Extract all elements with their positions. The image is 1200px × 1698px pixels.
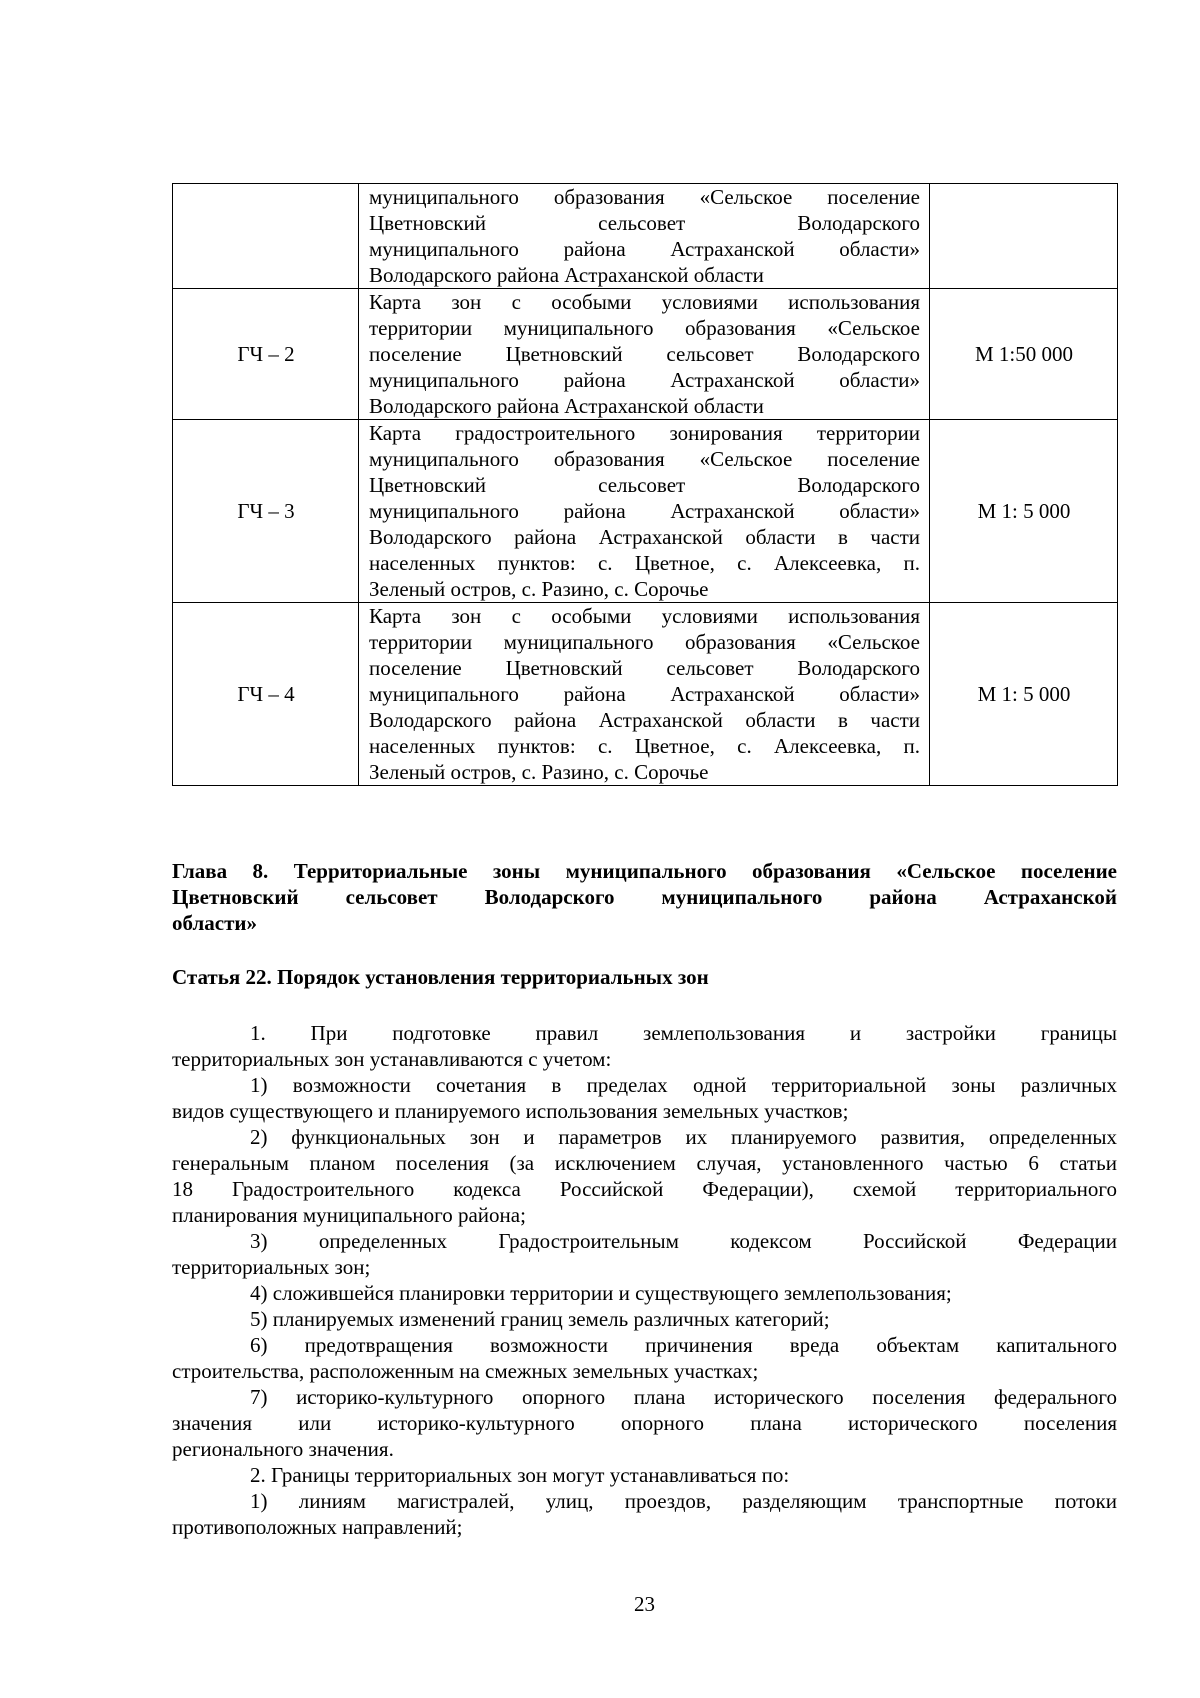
paragraph-line: 1) возможности сочетания в пределах одной территориальной зоны различных xyxy=(250,1073,1117,1097)
paragraph-line: территориальных зон устанавливаются с учетом: xyxy=(172,1047,612,1071)
paragraph-line: генеральным планом поселения (за исключением случая, установленного частью 6 статьи xyxy=(172,1151,1117,1175)
paragraph xyxy=(172,1072,1117,1124)
table-row xyxy=(173,603,1118,786)
sheet-title-cell xyxy=(359,289,930,420)
paragraph-line: территориальных зон; xyxy=(172,1255,371,1279)
sheet-title-line: Володарского района Астраханской области xyxy=(369,394,764,418)
sheet-scale-cell: М 1: 5 000 xyxy=(930,420,1118,603)
sheet-title-line: поселение Цветновский сельсовет Володарского xyxy=(369,656,920,680)
sheet-title-line: Карта зон с особыми условиями использования xyxy=(369,290,920,314)
sheet-code-cell: ГЧ – 4 xyxy=(173,603,359,786)
sheet-title-line: территории муниципального образования «Сельское xyxy=(369,630,920,654)
chapter-heading-line: Цветновский сельсовет Володарского муниципального района Астраханской xyxy=(172,885,1117,909)
paragraph xyxy=(172,1020,1117,1072)
sheet-title-line: Зеленый остров, с. Разино, с. Сорочье xyxy=(369,760,709,784)
paragraph-line: 5) планируемых изменений границ земель различных категорий; xyxy=(250,1307,830,1331)
paragraph-line: 1) линиям магистралей, улиц, проездов, разделяющим транспортные потоки xyxy=(250,1489,1117,1513)
paragraph xyxy=(172,1228,1117,1280)
sheet-scale-cell: М 1: 5 000 xyxy=(930,603,1118,786)
sheet-title-line: муниципального района Астраханской области» xyxy=(369,682,920,706)
sheet-title-line: поселение Цветновский сельсовет Володарского xyxy=(369,342,920,366)
paragraph xyxy=(172,1462,1117,1488)
paragraph xyxy=(172,1332,1117,1384)
sheet-title-line: Карта градостроительного зонирования территории xyxy=(369,421,920,445)
article-body xyxy=(172,1020,1117,1540)
sheet-title-cell xyxy=(359,603,930,786)
page-number: 23 xyxy=(634,1592,655,1616)
sheet-title-line: Володарского района Астраханской области в части xyxy=(369,525,920,549)
paragraph-line: 7) историко-культурного опорного плана исторического поселения федерального xyxy=(250,1385,1117,1409)
paragraph xyxy=(172,1306,1117,1332)
sheet-title-cell xyxy=(359,184,930,289)
sheet-title-line: Карта зон с особыми условиями использования xyxy=(369,604,920,628)
sheet-title-line: муниципального образования «Сельское поселение xyxy=(369,447,920,471)
sheet-title-line: Володарского района Астраханской области xyxy=(369,263,764,287)
sheet-code-cell: ГЧ – 3 xyxy=(173,420,359,603)
paragraph-line: значения или историко-культурного опорного плана исторического поселения xyxy=(172,1411,1117,1435)
sheet-title-line: Зеленый остров, с. Разино, с. Сорочье xyxy=(369,577,709,601)
chapter-heading-line: области» xyxy=(172,911,257,935)
sheet-scale-cell: М 1:50 000 xyxy=(930,289,1118,420)
sheet-code-cell xyxy=(173,184,359,289)
paragraph-line: 1. При подготовке правил землепользования и застройки границы xyxy=(250,1021,1117,1045)
sheet-code-cell: ГЧ – 2 xyxy=(173,289,359,420)
paragraph-line: видов существующего и планируемого использования земельных участков; xyxy=(172,1099,849,1123)
paragraph xyxy=(172,1488,1117,1540)
paragraph xyxy=(172,1124,1117,1228)
paragraph-line: противоположных направлений; xyxy=(172,1515,463,1539)
sheet-title-line: муниципального района Астраханской области» xyxy=(369,237,920,261)
paragraph-line: регионального значения. xyxy=(172,1437,394,1461)
paragraph-line: 2) функциональных зон и параметров их планируемого развития, определенных xyxy=(250,1125,1117,1149)
sheet-title-line: муниципального района Астраханской области» xyxy=(369,368,920,392)
sheet-title-line: Володарского района Астраханской области в части xyxy=(369,708,920,732)
paragraph-line: 2. Границы территориальных зон могут устанавливаться по: xyxy=(250,1463,790,1487)
table-row xyxy=(173,289,1118,420)
article-heading: Статья 22. Порядок установления территориальных зон xyxy=(172,965,709,989)
sheet-title-line: населенных пунктов: с. Цветное, с. Алексеевка, п. xyxy=(369,734,920,758)
sheet-title-line: Цветновский сельсовет Володарского xyxy=(369,211,920,235)
paragraph xyxy=(172,1384,1117,1462)
paragraph-line: 18 Градостроительного кодекса Российской Федерации), схемой территориального xyxy=(172,1177,1117,1201)
paragraph-line: 4) сложившейся планировки территории и существующего землепользования; xyxy=(250,1281,952,1305)
sheet-title-line: муниципального образования «Сельское поселение xyxy=(369,185,920,209)
sheet-title-line: муниципального района Астраханской области» xyxy=(369,499,920,523)
chapter-heading xyxy=(172,858,1117,936)
paragraph-line: 6) предотвращения возможности причинения вреда объектам капитального xyxy=(250,1333,1117,1357)
paragraph-line: планирования муниципального района; xyxy=(172,1203,526,1227)
sheet-scale-cell xyxy=(930,184,1118,289)
sheet-title-cell xyxy=(359,420,930,603)
maps-table xyxy=(172,183,1118,786)
chapter-heading-line: Глава 8. Территориальные зоны муниципального образования «Сельское поселение xyxy=(172,859,1117,883)
paragraph-line: строительства, расположенным на смежных земельных участках; xyxy=(172,1359,759,1383)
table-row xyxy=(173,184,1118,289)
paragraph xyxy=(172,1280,1117,1306)
sheet-title-line: Цветновский сельсовет Володарского xyxy=(369,473,920,497)
paragraph-line: 3) определенных Градостроительным кодексом Российской Федерации xyxy=(250,1229,1117,1253)
sheet-title-line: территории муниципального образования «Сельское xyxy=(369,316,920,340)
table-row xyxy=(173,420,1118,603)
sheet-title-line: населенных пунктов: с. Цветное, с. Алексеевка, п. xyxy=(369,551,920,575)
